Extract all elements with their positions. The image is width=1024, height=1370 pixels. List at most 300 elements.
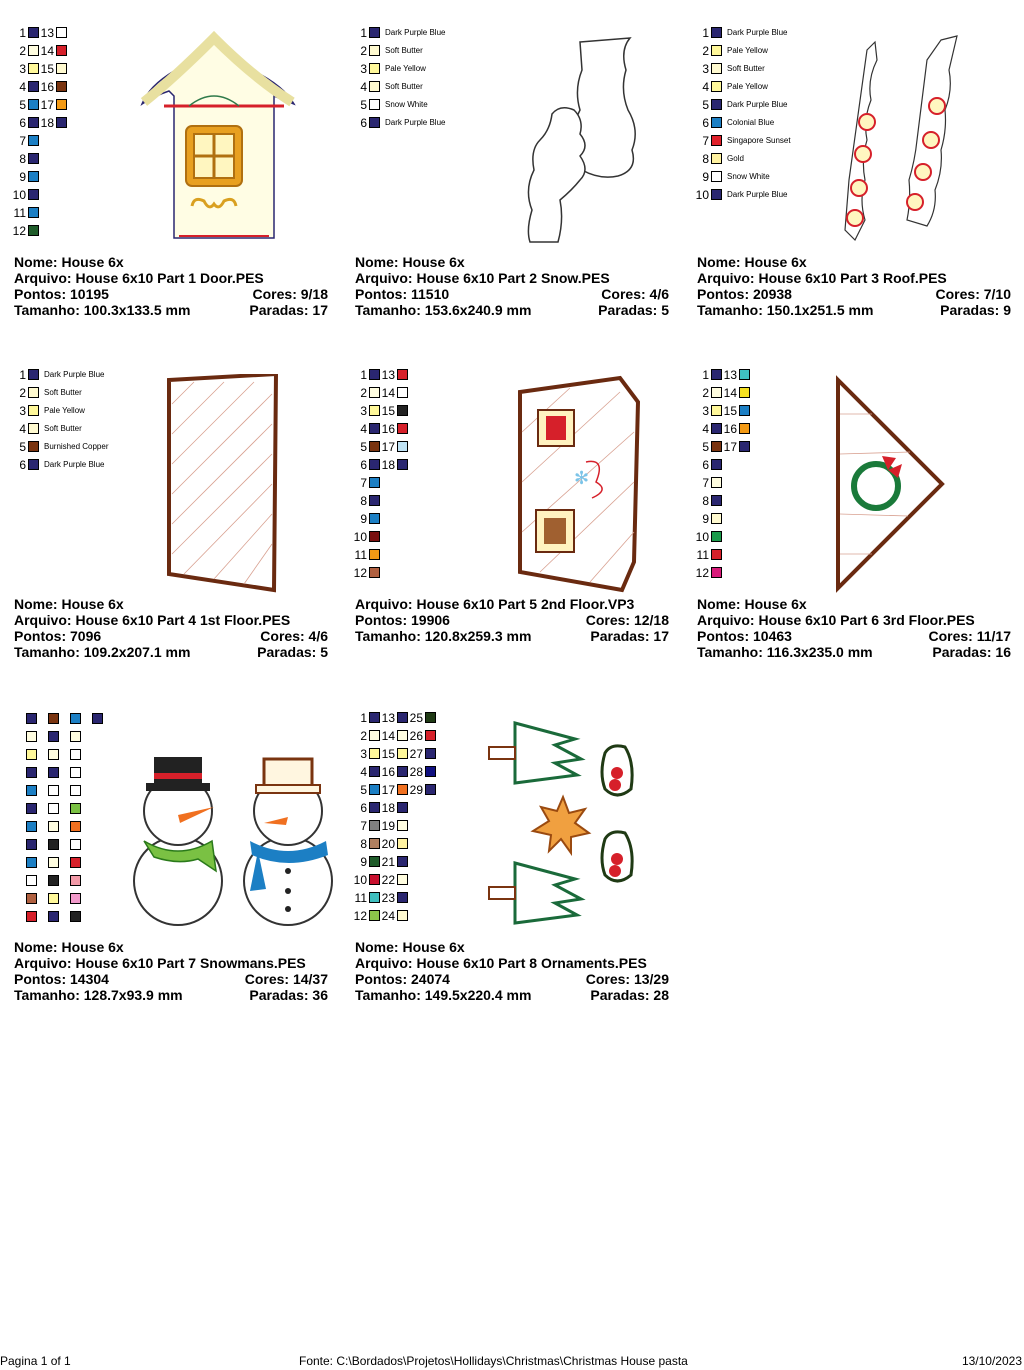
color-swatch [48,857,59,868]
color-swatch [48,839,59,850]
stop-count-value: 17 [653,628,669,644]
stitch-count-label: Pontos: [697,628,753,644]
color-swatch [397,892,408,903]
design-file-label: Arquivo: [697,612,759,628]
stitch-count [355,286,449,302]
color-swatch [28,369,39,380]
color-index: 7 [360,476,367,490]
color-index: 16 [381,422,395,436]
stop-count-label: Paradas: [932,644,996,660]
design-size-label: Tamanho: [697,302,767,318]
design-size-value: 109.2x207.1 mm [83,644,191,660]
color-swatch [397,820,408,831]
color-name: Snow White [727,172,770,181]
design-name-value: House 6x [744,596,807,612]
color-index: 6 [360,801,367,815]
stop-count-value: 16 [995,644,1011,660]
design-preview-image [510,372,640,599]
color-swatch [425,784,436,795]
design-name-value: House 6x [61,939,124,955]
color-swatch [26,911,37,922]
design-file-value: House 6x10 Part 4 1st Floor.PES [75,612,291,628]
color-swatch [711,45,722,56]
design-details [355,596,669,644]
color-index: 1 [702,26,709,40]
color-swatch [739,387,750,398]
color-index: 5 [19,98,26,112]
color-index: 4 [360,765,367,779]
stop-count [940,302,1011,318]
design-size-value: 153.6x240.9 mm [424,302,532,318]
color-swatch [425,730,436,741]
design-entry [14,711,334,1041]
design-size-label: Tamanho: [14,644,84,660]
color-count [601,286,669,302]
design-name-label: Nome: [697,254,745,270]
color-name: Singapore Sunset [727,136,791,145]
design-name-value: House 6x [61,254,124,270]
design-file [14,270,264,286]
color-swatch [711,567,722,578]
stitch-count-label: Pontos: [14,971,70,987]
color-index: 4 [702,422,709,436]
design-name [14,939,124,955]
color-index: 15 [381,747,395,761]
stitch-count [14,286,109,302]
color-index: 1 [702,368,709,382]
color-name: Dark Purple Blue [385,118,446,127]
color-swatch [28,207,39,218]
color-index: 11 [13,206,26,220]
color-swatch [711,153,722,164]
color-index: 2 [19,44,26,58]
color-index: 2 [19,386,26,400]
color-index: 10 [695,188,709,202]
color-count-label: Cores: [244,971,293,987]
color-swatch [48,731,59,742]
design-entry [355,711,675,1041]
color-swatch [48,875,59,886]
color-swatch [369,567,380,578]
color-index: 2 [702,44,709,58]
color-count-value: 9/18 [300,286,328,302]
design-preview-image [520,30,660,257]
color-index: 7 [19,134,26,148]
color-swatch [56,63,67,74]
design-entry [355,26,675,356]
design-preview-image [837,30,967,257]
design-file [14,955,306,971]
color-swatch [26,731,37,742]
stitch-count-value: 14304 [70,971,109,987]
stop-count [257,644,328,660]
color-count-label: Cores: [585,612,634,628]
color-swatch [70,821,81,832]
stitch-count-value: 11510 [411,286,450,302]
stitch-count-value: 10463 [753,628,792,644]
color-swatch [711,459,722,470]
color-index: 8 [360,837,367,851]
color-swatch [70,713,81,724]
color-swatch [26,821,37,832]
color-name: Burnished Copper [44,442,109,451]
design-entry [355,368,675,698]
color-count-value: 12/18 [633,612,669,628]
color-swatch [28,387,39,398]
design-file-value: House 6x10 Part 7 Snowmans.PES [75,955,306,971]
color-index: 22 [381,873,395,887]
color-index: 11 [354,548,367,562]
color-swatch [711,27,722,38]
design-file [355,596,634,612]
color-swatch [369,99,380,110]
color-index: 4 [360,422,367,436]
design-details [355,254,669,318]
stop-count-value: 36 [312,987,328,1003]
stop-count-label: Paradas: [249,302,313,318]
color-swatch [28,441,39,452]
stop-count [590,987,669,1003]
color-index: 3 [360,404,367,418]
color-swatch [48,713,59,724]
color-swatch [48,803,59,814]
design-entry [14,26,334,356]
design-size-label: Tamanho: [697,644,767,660]
color-index: 14 [381,386,395,400]
design-details [355,939,669,1003]
stop-count [932,644,1011,660]
color-index: 24 [381,909,395,923]
design-file-value: House 6x10 Part 2 Snow.PES [416,270,610,286]
color-index: 5 [360,783,367,797]
color-swatch [739,441,750,452]
design-size [14,302,190,318]
design-size [14,987,183,1003]
color-swatch [26,767,37,778]
color-index: 6 [19,458,26,472]
color-index: 17 [40,98,54,112]
color-swatch [711,171,722,182]
design-file-label: Arquivo: [355,270,417,286]
design-size-label: Tamanho: [14,987,84,1003]
color-count [929,628,1012,644]
color-swatch [56,81,67,92]
color-swatch [425,748,436,759]
design-entry [14,368,334,698]
design-file [355,955,647,971]
design-name [14,596,124,612]
color-swatch [711,135,722,146]
stop-count [249,302,328,318]
color-index: 8 [702,494,709,508]
design-name [697,596,807,612]
design-file-label: Arquivo: [355,955,417,971]
color-swatch [56,27,67,38]
color-index: 4 [702,80,709,94]
color-index: 3 [702,62,709,76]
color-index: 8 [360,494,367,508]
color-count-value: 7/10 [983,286,1011,302]
color-name: Pale Yellow [727,46,768,55]
color-index: 8 [19,152,26,166]
design-file [697,612,975,628]
stop-count [249,987,328,1003]
stop-count-label: Paradas: [249,987,313,1003]
color-swatch [70,749,81,760]
color-swatch [70,839,81,850]
design-size-value: 150.1x251.5 mm [766,302,874,318]
stop-count-label: Paradas: [940,302,1004,318]
design-size-value: 100.3x133.5 mm [83,302,191,318]
color-swatch [28,153,39,164]
color-swatch [397,405,408,416]
stitch-count-label: Pontos: [14,286,70,302]
color-swatch [56,45,67,56]
color-name: Pale Yellow [44,406,85,415]
color-index: 28 [409,765,423,779]
color-swatch [56,99,67,110]
design-details [14,939,328,1003]
color-name: Colonial Blue [727,118,775,127]
design-name-label: Nome: [14,939,62,955]
color-name: Pale Yellow [727,82,768,91]
color-swatch [711,117,722,128]
design-size [355,628,531,644]
stitch-count [355,612,450,628]
stop-count [590,628,669,644]
color-index: 12 [353,909,367,923]
color-swatch [711,63,722,74]
color-index: 7 [702,476,709,490]
color-swatch [26,875,37,886]
color-index: 13 [723,368,737,382]
design-name-label: Nome: [14,596,62,612]
color-count [936,286,1011,302]
color-swatch [369,63,380,74]
color-swatch [397,802,408,813]
color-swatch [70,911,81,922]
color-name: Dark Purple Blue [44,370,105,379]
stop-count [598,302,669,318]
color-swatch [26,713,37,724]
stitch-count [697,286,792,302]
color-index: 2 [360,386,367,400]
design-name-value: House 6x [402,254,465,270]
design-name-value: House 6x [61,596,124,612]
color-swatch [397,838,408,849]
color-count-label: Cores: [601,286,650,302]
color-swatch [397,910,408,921]
color-index: 15 [381,404,395,418]
color-index: 12 [695,566,709,580]
stop-count-value: 5 [320,644,328,660]
stitch-count-label: Pontos: [355,971,411,987]
color-swatch [48,749,59,760]
color-swatch [26,749,37,760]
color-swatch [711,549,722,560]
color-count-value: 13/29 [633,971,669,987]
color-swatch [397,874,408,885]
design-size-value: 120.8x259.3 mm [424,628,532,644]
color-name: Snow White [385,100,428,109]
color-index: 3 [702,404,709,418]
color-swatch [711,513,722,524]
color-index: 15 [723,404,737,418]
color-index: 10 [353,530,367,544]
design-name [14,254,124,270]
color-swatch [711,99,722,110]
color-swatch [425,766,436,777]
design-file-value: House 6x10 Part 3 Roof.PES [758,270,947,286]
stop-count-value: 5 [661,302,669,318]
color-index: 11 [354,891,367,905]
color-swatch [369,81,380,92]
color-index: 16 [381,765,395,779]
color-index: 5 [702,98,709,112]
color-swatch [711,81,722,92]
design-file [697,270,947,286]
print-date: 13/10/2023 [961,1354,1022,1368]
design-details [14,254,328,318]
design-size [355,987,531,1003]
design-details [14,596,328,660]
color-index: 10 [353,873,367,887]
design-file-label: Arquivo: [14,955,76,971]
color-index: 6 [702,458,709,472]
color-swatch [369,45,380,56]
stop-count-label: Paradas: [598,302,662,318]
color-index: 4 [19,80,26,94]
design-file-value: House 6x10 Part 1 Door.PES [75,270,264,286]
color-index: 3 [19,404,26,418]
design-name-label: Nome: [14,254,62,270]
design-file-value: House 6x10 Part 5 2nd Floor.VP3 [416,596,635,612]
color-index: 4 [360,80,367,94]
color-swatch [48,911,59,922]
color-swatch [70,785,81,796]
color-count-value: 4/6 [308,628,328,644]
color-swatch [26,785,37,796]
stitch-count-label: Pontos: [355,286,411,302]
color-index: 13 [381,368,395,382]
color-index: 14 [40,44,54,58]
color-count-label: Cores: [260,628,309,644]
color-index: 9 [360,855,367,869]
design-size [355,302,531,318]
design-size-label: Tamanho: [355,302,425,318]
design-details [697,596,1011,660]
color-index: 14 [381,729,395,743]
design-size-label: Tamanho: [355,987,425,1003]
design-name [697,254,807,270]
color-index: 8 [702,152,709,166]
stitch-count [697,628,792,644]
color-name: Soft Butter [385,46,423,55]
color-index: 13 [40,26,54,40]
color-swatch [369,513,380,524]
color-swatch [28,171,39,182]
color-swatch [70,893,81,904]
color-index: 4 [19,422,26,436]
stop-count-value: 17 [312,302,328,318]
color-count-value: 4/6 [649,286,669,302]
design-preview-image [832,374,962,601]
color-index: 20 [381,837,395,851]
color-swatch [397,387,408,398]
color-swatch [397,369,408,380]
color-index: 1 [360,26,367,40]
stop-count-value: 28 [653,987,669,1003]
color-swatch [26,839,37,850]
color-swatch [425,712,436,723]
stitch-count-label: Pontos: [697,286,753,302]
design-name-label: Nome: [355,939,403,955]
source-path: Fonte: C:\Bordados\Projetos\Hollidays\Christmas\Christmas House pasta [299,1354,688,1368]
color-swatch [70,803,81,814]
design-file [14,612,290,628]
stop-count-value: 9 [1003,302,1011,318]
color-index: 9 [19,170,26,184]
color-index: 16 [723,422,737,436]
color-count [245,971,328,987]
color-swatch [70,767,81,778]
color-index: 17 [381,783,395,797]
color-index: 23 [381,891,395,905]
color-index: 6 [19,116,26,130]
color-index: 18 [40,116,54,130]
color-swatch [739,369,750,380]
design-file-value: House 6x10 Part 8 Ornaments.PES [416,955,647,971]
design-file-label: Arquivo: [355,596,417,612]
color-swatch [48,821,59,832]
stitch-count-value: 20938 [753,286,792,302]
color-count-label: Cores: [252,286,301,302]
color-index: 5 [19,440,26,454]
color-index: 7 [360,819,367,833]
color-index: 12 [12,224,26,238]
color-swatch [28,459,39,470]
color-index: 9 [360,512,367,526]
design-name-label: Nome: [697,596,745,612]
color-swatch [26,893,37,904]
design-size-label: Tamanho: [355,628,425,644]
color-swatch [28,423,39,434]
color-swatch [26,803,37,814]
color-swatch [28,405,39,416]
design-entry [697,368,1017,698]
color-count [586,971,669,987]
color-name: Pale Yellow [385,64,426,73]
color-name: Gold [727,154,744,163]
color-index: 1 [19,368,26,382]
color-swatch [711,495,722,506]
color-index: 11 [696,548,709,562]
color-count-label: Cores: [935,286,984,302]
color-index: 25 [409,711,423,725]
color-index: 3 [360,62,367,76]
design-size-value: 116.3x235.0 mm [766,644,873,660]
color-swatch [369,117,380,128]
design-file-label: Arquivo: [697,270,759,286]
design-file-label: Arquivo: [14,270,76,286]
design-name [355,939,465,955]
color-index: 6 [360,116,367,130]
design-size-value: 149.5x220.4 mm [424,987,532,1003]
color-swatch [369,477,380,488]
color-index: 29 [409,783,423,797]
color-index: 5 [360,440,367,454]
color-count-label: Cores: [928,628,977,644]
